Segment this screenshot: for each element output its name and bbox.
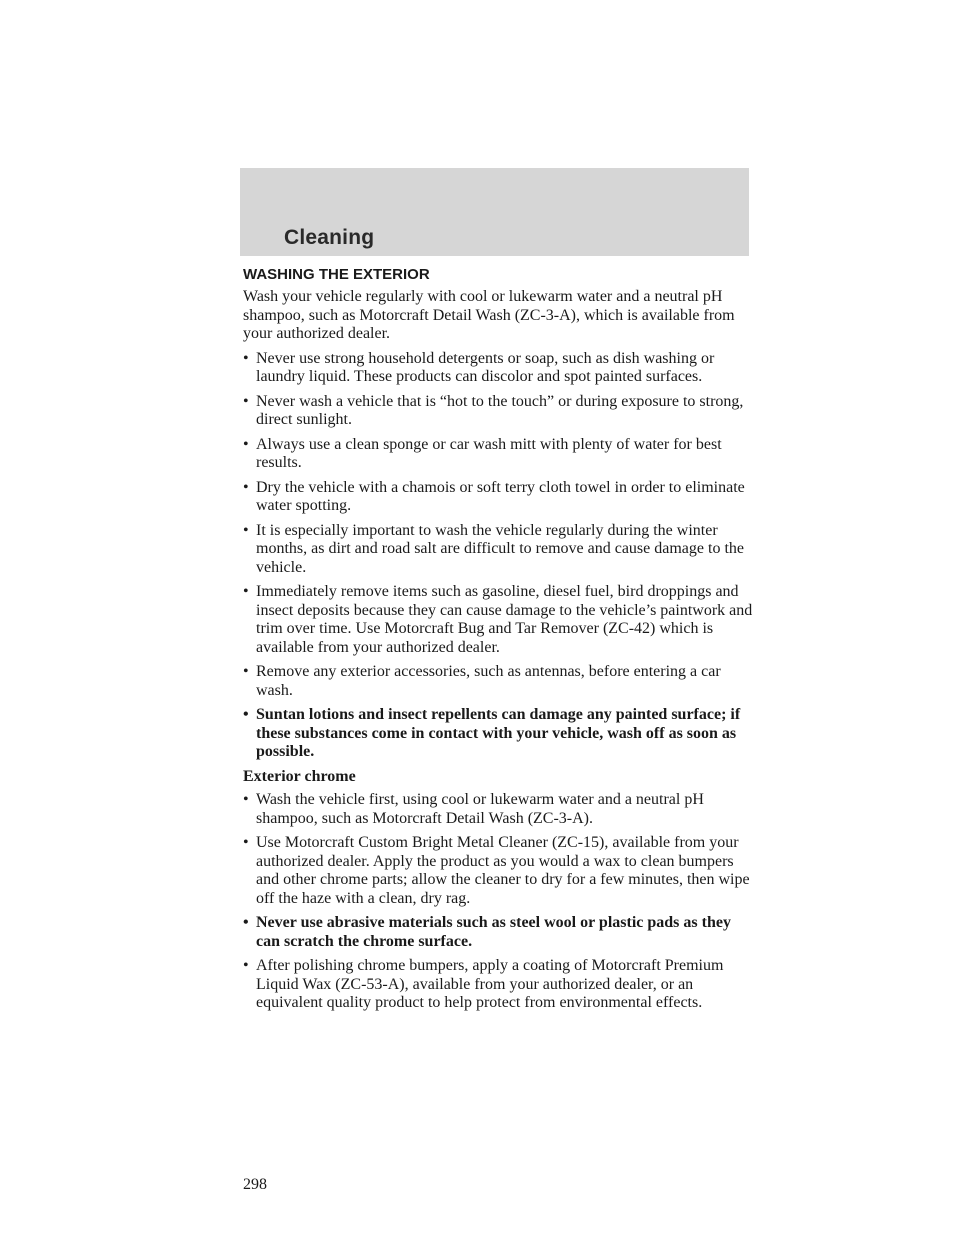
- chrome-bullet-list: [243, 791, 755, 1013]
- list-item-warning: • Suntan lotions and insect repellents can damage any painted surface; if these substances come in contact with your vehicle, wash off as soon as possible.: [243, 706, 741, 760]
- list-item: • Immediately remove items such as gasoline, diesel fuel, bird droppings and insect deposits because they can cause damage to the vehicle’s paintwork and trim over time. Use Motorcraft Bug and Tar Remover (ZC-42) which is available from your authorized dealer.: [243, 583, 753, 656]
- list-item: • Use Motorcraft Custom Bright Metal Cleaner (ZC-15), available from your authorized dealer. Apply the product as you would a wax to clean bumpers and other chrome parts; allow the cleaner to dry for a few minutes, then wipe off the haze with a clean, dry rag.: [243, 834, 750, 907]
- exterior-chrome-heading: Exterior chrome: [243, 767, 356, 785]
- list-item: • Never wash a vehicle that is “hot to the touch” or during exposure to strong, direct sunlight.: [243, 392, 744, 428]
- list-item: • Dry the vehicle with a chamois or soft terry cloth towel in order to eliminate water spotting.: [243, 478, 745, 514]
- washing-bullet-list: [243, 350, 755, 762]
- section-title: Cleaning: [284, 226, 375, 249]
- list-item: • After polishing chrome bumpers, apply a coating of Motorcraft Premium Liquid Wax (ZC-53-A), available from your authorized dealer, or an equivalent quality product to help protect from environmental effects.: [243, 957, 724, 1011]
- list-item: • It is especially important to wash the vehicle regularly during the winter months, as dirt and road salt are difficult to remove and cause damage to the vehicle.: [243, 521, 744, 576]
- list-item: • Never use strong household detergents or soap, such as dish washing or laundry liquid. These products can discolor and spot painted surfaces.: [243, 349, 715, 385]
- washing-intro: Wash your vehicle regularly with cool or lukewarm water and a neutral pH shampoo, such as Motorcraft Detail Wash (ZC-3-A), which is available from your authorized dealer.: [243, 288, 735, 342]
- list-item: • Remove any exterior accessories, such as antennas, before entering a car wash.: [243, 663, 721, 699]
- list-item: • Always use a clean sponge or car wash mitt with plenty of water for best results.: [243, 435, 722, 471]
- page-number: 298: [243, 1176, 267, 1193]
- page-content: [243, 266, 755, 1019]
- section-header-band: [240, 168, 749, 256]
- list-item: • Wash the vehicle first, using cool or lukewarm water and a neutral pH shampoo, such as Motorcraft Detail Wash (ZC-3-A).: [243, 791, 704, 827]
- washing-heading: WASHING THE EXTERIOR: [243, 266, 430, 283]
- list-item-warning: • Never use abrasive materials such as steel wool or plastic pads as they can scratch the chrome surface.: [243, 914, 731, 950]
